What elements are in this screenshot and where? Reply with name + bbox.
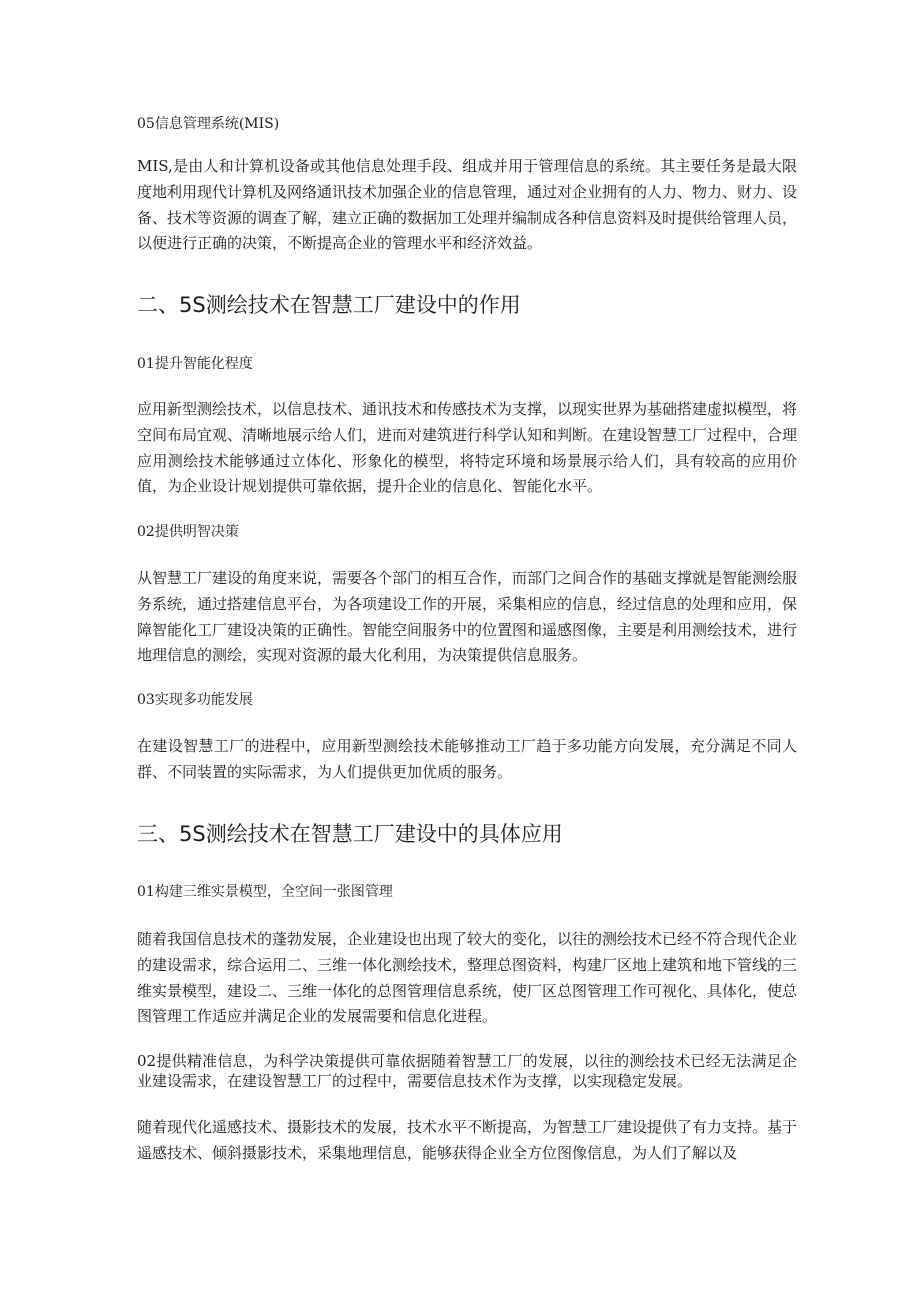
app-02-paragraph: 02提供精准信息，为科学决策提供可靠依据随着智慧工厂的发展，以往的测绘技术已经无法满足企业建设需求，在建设智慧工厂的过程中，需要信息技术作为支撑，以实现稳定发展。 xyxy=(137,1052,797,1090)
role-01-paragraph: 应用新型测绘技术，以信息技术、通讯技术和传感技术为支撑，以现实世界为基础搭建虚拟模型，将空间布局宜观、清晰地展示给人们，进而对建筑进行科学认知和判断。在建设智慧工厂过程中，合理应用测绘技术能够通过立体化、形象化的模型，将特定环境和场景展示给人们，具有较高的应用价值，为企业设计规划提供可靠依据，提升企业的信息化、智能化水平。 xyxy=(137,400,798,496)
section-05-paragraph: MIS,是由人和计算机设备或其他信息处理手段、组成并用于管理信息的系统。其主要任务是最大限度地利用现代计算机及网络通讯技术加强企业的信息管理，通过对企业拥有的人力、物力、财力、设备、技术等资源的调查了解，建立正确的数据加工处理并编制成各种信息资料及时提供给管理人员，以便进行正确的决策，不断提高企业的管理水平和经济效益。 xyxy=(137,157,798,253)
role-01-title: 01提升智能化程度 xyxy=(137,356,253,372)
role-03-title: 03实现多功能发展 xyxy=(137,692,253,708)
role-02-paragraph: 从智慧工厂建设的角度来说，需要各个部门的相互合作，而部门之间合作的基础支撑就是智能测绘服务系统，通过搭建信息平台，为各项建设工作的开展，采集相应的信息，经过信息的处理和应用，保障智能化工厂建设决策的正确性。智能空间服务中的位置图和遥感图像，主要是利用测绘技术，进行地理信息的测绘，实现对资源的最大化利用，为决策提供信息服务。 xyxy=(137,569,798,665)
app-01-title: 01构建三维实景模型，全空间一张图管理 xyxy=(137,884,393,900)
role-02-title: 02提供明智决策 xyxy=(137,524,239,540)
app-01-paragraph: 随着我国信息技术的蓬勃发展，企业建设也出现了较大的变化，以往的测绘技术已经不符合现代企业的建设需求，综合运用二、三维一体化测绘技术，整理总图资料，构建厂区地上建筑和地下管线的三维实景模型，建设二、三维一体化的总图管理信息系统，使厂区总图管理工作可视化、具体化，使总图管理工作适应并满足企业的发展需要和信息化进程。 xyxy=(137,930,798,1026)
app-02-paragraph-2: 随着现代化遥感技术、摄影技术的发展，技术水平不断提高，为智慧工厂建设提供了有力支持。基于遥感技术、倾斜摄影技术，采集地理信息，能够获得企业全方位图像信息，为人们了解以及 xyxy=(137,1118,798,1162)
heading-role: 二、5S测绘技术在智慧工厂建设中的作用 xyxy=(137,293,521,317)
section-05-title: 05信息管理系统(MIS) xyxy=(137,116,280,132)
role-03-paragraph: 在建设智慧工厂的进程中，应用新型测绘技术能够推动工厂趋于多功能方向发展，充分满足不同人群、不同装置的实际需求，为人们提供更加优质的服务。 xyxy=(137,737,797,781)
heading-application: 三、5S测绘技术在智慧工厂建设中的具体应用 xyxy=(137,822,563,846)
